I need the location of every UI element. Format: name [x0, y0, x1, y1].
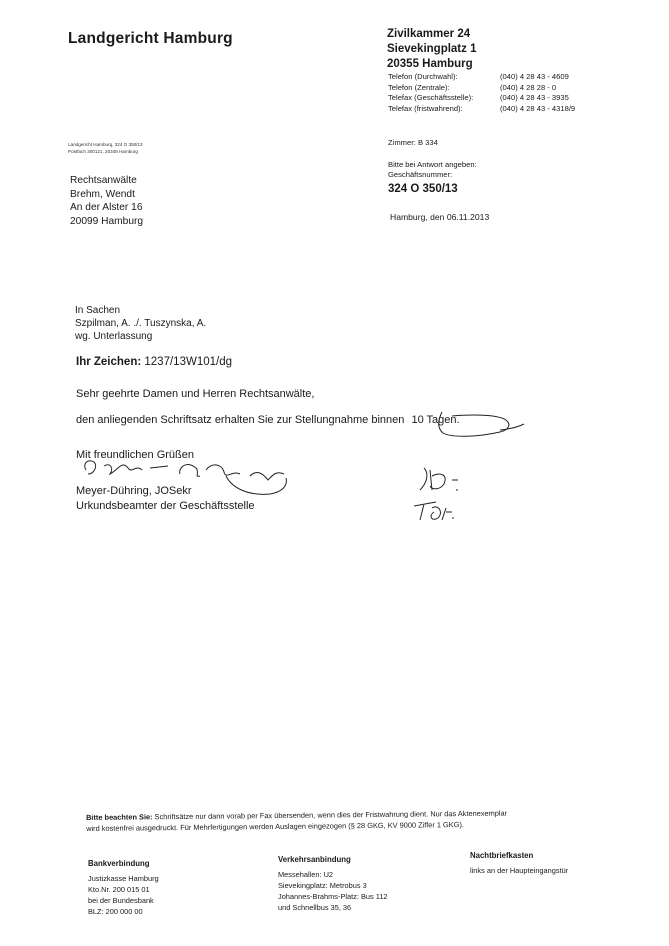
initial-mark-top: [420, 468, 458, 490]
signatory-name: Meyer-Dühring, JOSekr: [76, 485, 192, 497]
case-line: wg. Unterlassung: [75, 331, 153, 342]
closing: Mit freundlichen Grüßen: [76, 449, 194, 461]
address-line: Zivilkammer 24: [387, 28, 471, 40]
footer-heading: Verkehrsanbindung: [278, 855, 351, 864]
address-line: Sievekingplatz 1: [387, 43, 477, 55]
footer-mailbox: [470, 850, 568, 876]
notice-label: Bitte beachten Sie:: [86, 812, 153, 822]
contact-label: Telefon (Durchwahl):: [388, 72, 458, 81]
footer-line: Justizkasse Hamburg: [88, 874, 159, 883]
deadline-underline: [500, 424, 524, 430]
deadline-pen-mark: [439, 412, 509, 436]
signature-flourish: [226, 476, 286, 494]
footer-heading: Bankverbindung: [88, 859, 150, 868]
contact-label: Telefax (Geschäftsstelle):: [388, 93, 474, 102]
contact-value: (040) 4 28 28 - 0: [500, 82, 557, 92]
footer-line: und Schnellbus 35, 36: [278, 903, 352, 912]
footer-line: Messehallen: U2: [278, 870, 334, 879]
footer-line: Johannes-Brahms-Platz: Bus 112: [278, 892, 388, 901]
sender-line: Postfach 300121, 20348 Hamburg: [68, 148, 138, 154]
contact-value: (040) 4 28 43 - 4609: [500, 72, 569, 81]
notice-line: wird kostenfrei ausgedruckt. Für Mehrfertigungen werden Auslagen eingezogen (§ 28 GKG, KV 9000 Ziffer 1 GKG).: [86, 820, 465, 833]
room-number: Zimmer: B 334: [388, 138, 438, 147]
signatory-title: Urkundsbeamter der Geschäftsstelle: [76, 500, 255, 512]
letter-date: Hamburg, den 06.11.2013: [390, 212, 490, 222]
contact-value: (040) 4 28 43 - 4318/9: [500, 103, 576, 113]
contact-value: (040) 4 28 43 - 3935: [500, 93, 569, 102]
signature-scribble: [85, 461, 284, 480]
recipient-line: An der Alster 16: [70, 202, 143, 213]
reference-label: Geschäftsnummer:: [388, 170, 453, 179]
sender-line: Landgericht Hamburg, 324 O 350/13: [68, 142, 143, 147]
reference-instruction-text: Bitte bei Antwort angeben:: [388, 160, 477, 169]
body-sentence: den anliegenden Schriftsatz erhalten Sie zur Stellungnahme binnen: [76, 414, 405, 426]
notice-line: Schriftsätze nur dann vorab per Fax übersenden, wenn dies der Fristwahrung dient. Nur das Aktenexemplar: [154, 808, 508, 822]
court-name: Landgericht Hamburg: [68, 30, 233, 47]
case-number: 324 O 350/13: [388, 183, 458, 195]
footer-line: Kto.Nr. 200 015 01: [88, 885, 150, 894]
address-line: 20355 Hamburg: [387, 58, 473, 70]
your-reference-label: Ihr Zeichen:: [76, 356, 142, 368]
footer-line: bei der Bundesbank: [88, 896, 154, 905]
recipient-line: Brehm, Wendt: [70, 188, 135, 200]
footer-bank: [88, 858, 159, 917]
initial-mark-bottom: [414, 502, 454, 520]
contact-label: Telefax (fristwahrend):: [388, 103, 463, 113]
footer-transport: [278, 854, 388, 913]
footer-line: links an der Haupteingangstür: [470, 866, 569, 875]
case-line: In Sachen: [75, 305, 121, 316]
your-reference-value: 1237/13W101/dg: [144, 356, 232, 368]
footer-line: Sievekingplatz: Metrobus 3: [278, 881, 367, 890]
recipient-line: Rechtsanwälte: [70, 175, 137, 186]
recipient-line: 20099 Hamburg: [70, 215, 144, 227]
deadline: 10 Tagen.: [411, 414, 460, 426]
salutation: Sehr geehrte Damen und Herren Rechtsanwälte,: [76, 388, 315, 400]
footer-heading: Nachtbriefkasten: [470, 851, 534, 860]
case-line: Szpilman, A. ./. Tuszynska, A.: [75, 318, 207, 329]
contact-label: Telefon (Zentrale):: [388, 82, 450, 92]
footer-line: BLZ: 200 000 00: [88, 907, 143, 916]
